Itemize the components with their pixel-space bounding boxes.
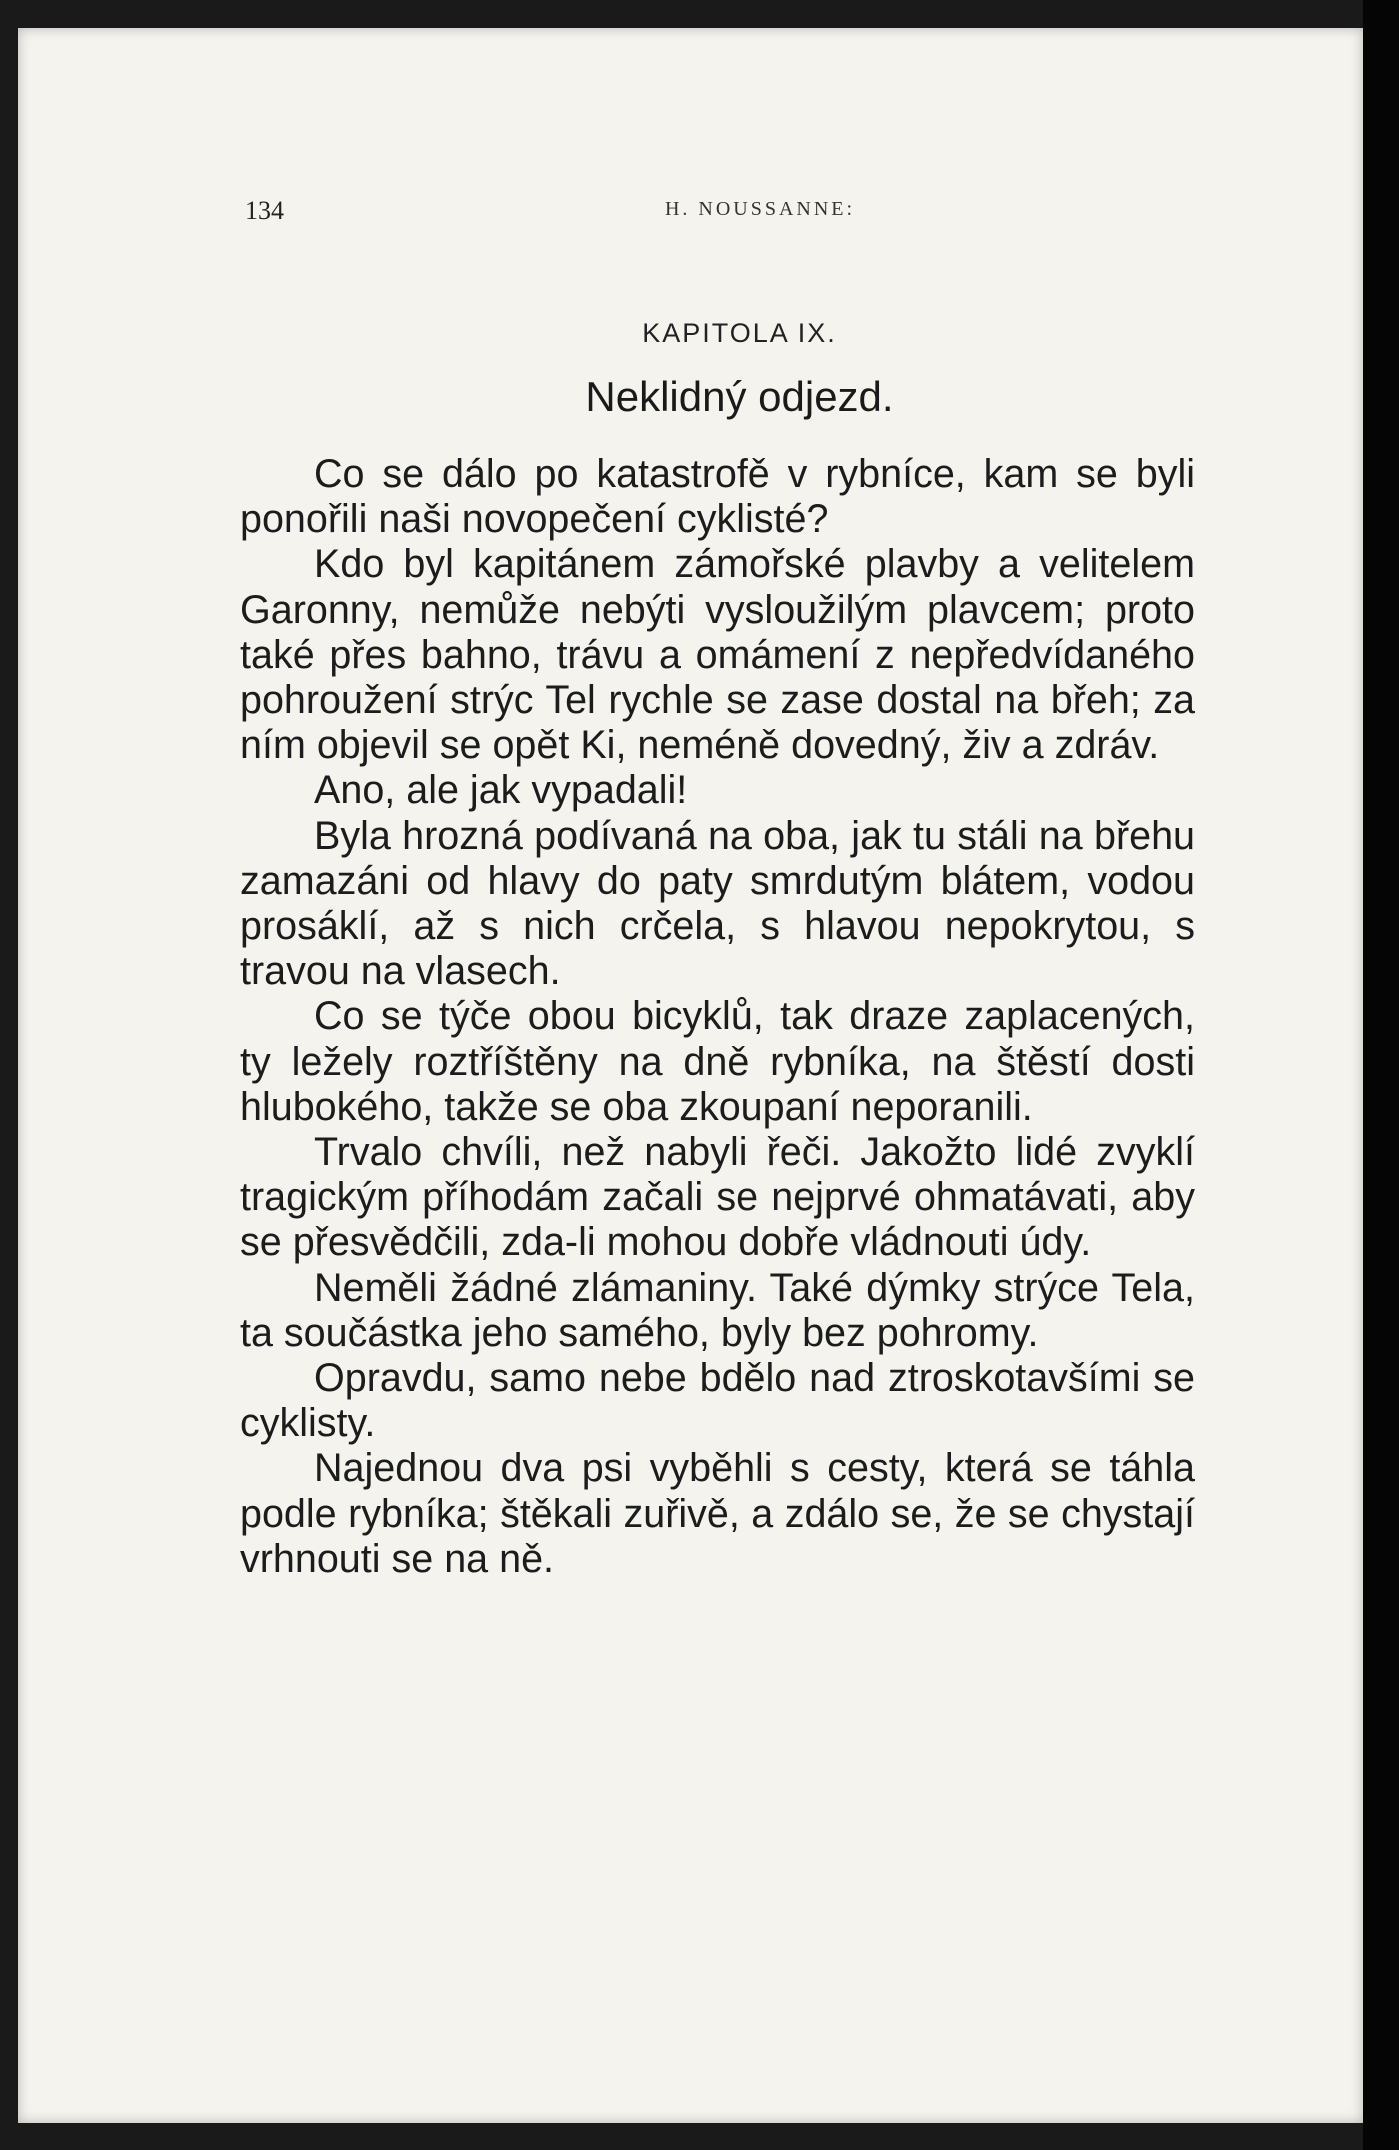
paragraph: Kdo byl kapitánem zámořské plavby a velitelem Garonny, nemůže nebýti vysloužilým plavcem; proto také přes bahno, trávu a omámení z nepředvídaného pohroužení strýc Tel rychle se zase dostal na břeh; za ním objevil se opět Ki, neméně dovedný, živ a zdráv.: [240, 542, 1195, 768]
paragraph: Co se dálo po katastrofě v rybníce, kam se byli ponořili naši novopečení cyklisté?: [240, 452, 1195, 542]
paragraph: Trvalo chvíli, než nabyli řeči. Jakožto lidé zvyklí tragickým příhodám začali se nejprvé ohmatávati, aby se přesvědčili, zda-li mohou dobře vládnouti údy.: [240, 1130, 1195, 1265]
paragraph: Opravdu, samo nebe bdělo nad ztroskotavšími se cyklisty.: [240, 1356, 1195, 1446]
page-number: 134: [245, 196, 284, 225]
running-head: H. NOUSSANNE:: [664, 198, 856, 220]
page-header: [0, 196, 1399, 236]
chapter-label: KAPITOLA IX.: [642, 318, 837, 348]
paragraph: Ano, ale jak vypadali!: [314, 768, 688, 813]
chapter-title: Neklidný odjezd.: [585, 373, 894, 420]
paragraph: Byla hrozná podívaná na oba, jak tu stáli na břehu zamazáni od hlavy do paty smrdutým blátem, vodou prosáklí, až s nich crčela, s hlavou nepokrytou, s travou na vlasech.: [240, 813, 1195, 994]
paragraph: Co se týče obou bicyklů, tak draze zaplacených, ty ležely roztříštěny na dně rybníka, na štěstí dosti hlubokého, takže se oba zkoupaní neporanili.: [240, 994, 1195, 1129]
paragraph: Neměli žádné zlámaniny. Také dýmky strýce Tela, ta součástka jeho samého, byly bez pohromy.: [240, 1265, 1195, 1355]
body-text: [240, 452, 1195, 1582]
paragraph: Najednou dva psi vyběhli s cesty, která se táhla podle rybníka; štěkali zuřivě, a zdálo se, že se chystají vrhnouti se na ně.: [240, 1446, 1195, 1581]
